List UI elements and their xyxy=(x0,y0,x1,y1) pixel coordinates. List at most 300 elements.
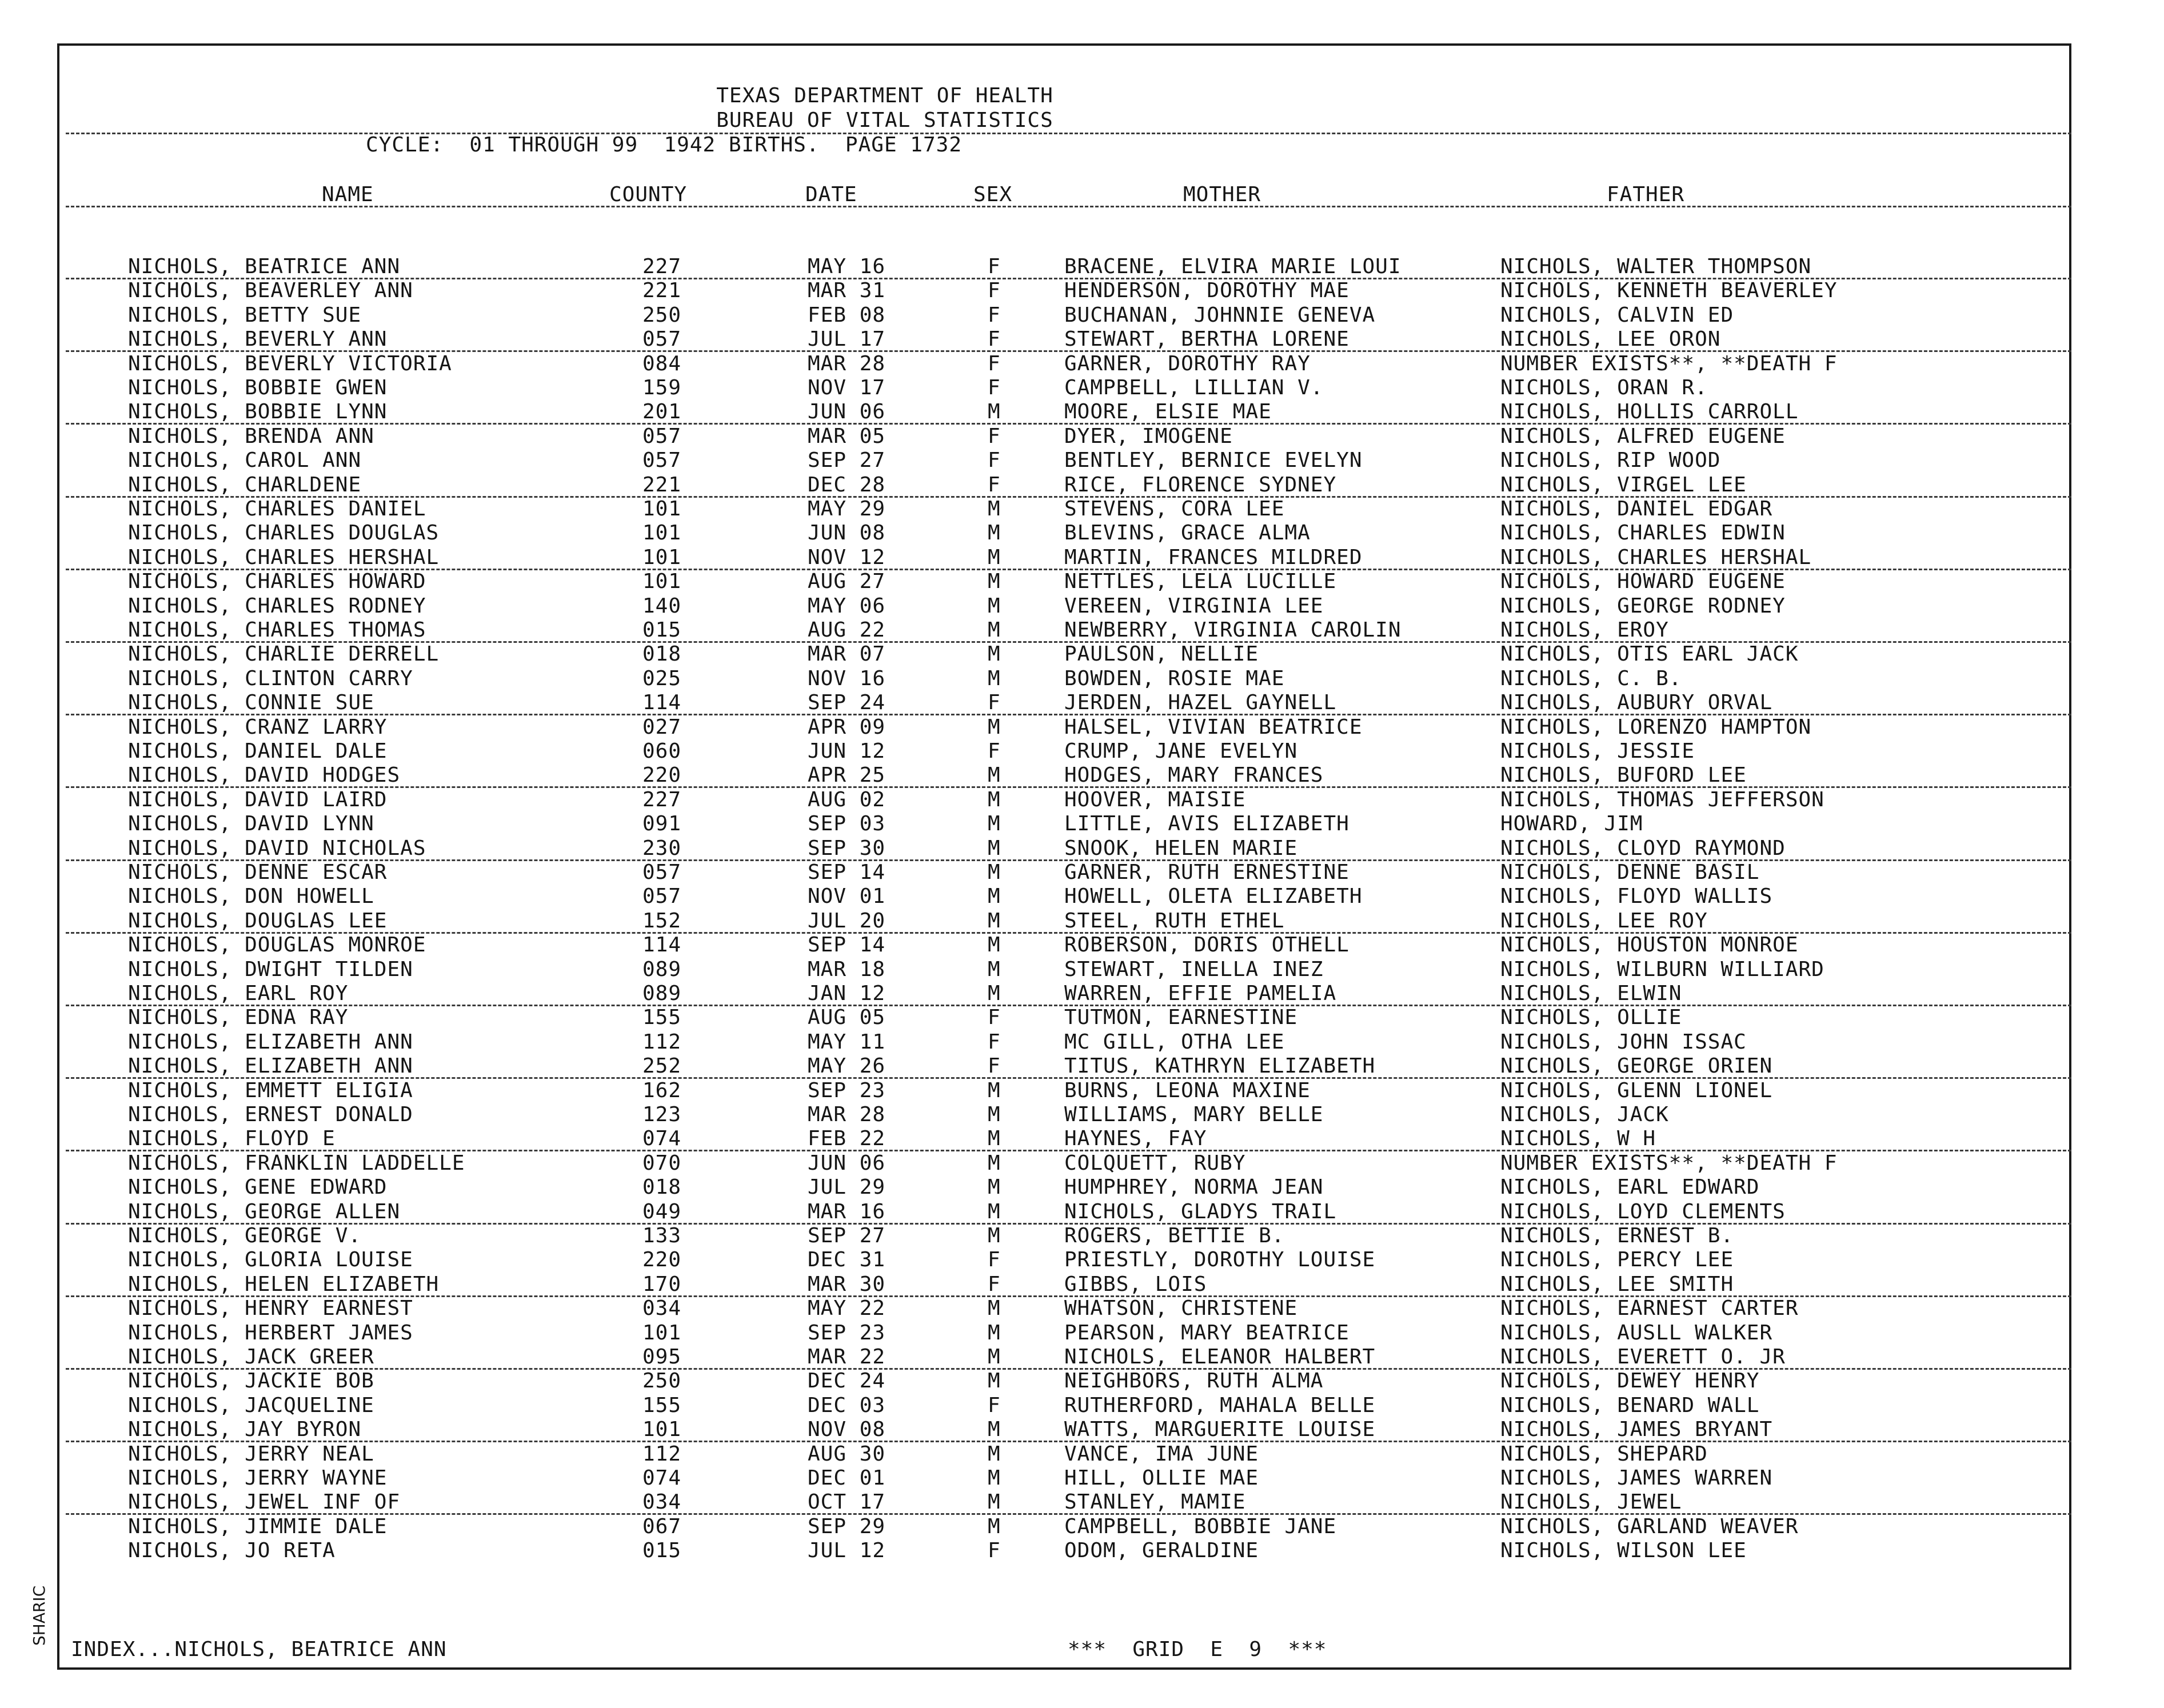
cell-date: DEC 24 xyxy=(808,1369,886,1393)
cell-county: 133 xyxy=(642,1224,682,1247)
cell-date: JUN 06 xyxy=(808,400,886,424)
cell-father: NICHOLS, HOUSTON MONROE xyxy=(1500,933,1799,957)
cell-mother: ROBERSON, DORIS OTHELL xyxy=(1064,933,1349,957)
cell-father: NICHOLS, JACK xyxy=(1500,1103,1669,1126)
cell-father: NICHOLS, WILSON LEE xyxy=(1500,1539,1747,1563)
cell-mother: RUTHERFORD, MAHALA BELLE xyxy=(1064,1393,1376,1417)
cell-sex: F xyxy=(988,255,1001,278)
cell-mother: BUCHANAN, JOHNNIE GENEVA xyxy=(1064,303,1376,327)
cell-county: 101 xyxy=(642,1321,682,1345)
cell-name: NICHOLS, GEORGE V. xyxy=(128,1224,362,1247)
cell-mother: WILLIAMS, MARY BELLE xyxy=(1064,1103,1324,1126)
cell-county: 227 xyxy=(642,255,682,278)
cell-father: NICHOLS, LEE ROY xyxy=(1500,909,1708,933)
col-header-father: FATHER xyxy=(1607,183,1685,206)
cell-sex: M xyxy=(988,1321,1001,1345)
cell-sex: M xyxy=(988,909,1001,933)
cell-date: SEP 23 xyxy=(808,1321,886,1345)
cell-mother: WHATSON, CHRISTENE xyxy=(1064,1297,1298,1321)
cell-county: 220 xyxy=(642,1248,682,1272)
cell-name: NICHOLS, GLORIA LOUISE xyxy=(128,1248,413,1272)
cell-name: NICHOLS, HELEN ELIZABETH xyxy=(128,1272,440,1296)
cell-sex: M xyxy=(988,982,1001,1005)
cell-county: 170 xyxy=(642,1272,682,1296)
cell-date: MAY 11 xyxy=(808,1030,886,1054)
cell-name: NICHOLS, BEVERLY ANN xyxy=(128,327,388,351)
cell-mother: HOWELL, OLETA ELIZABETH xyxy=(1064,885,1363,909)
cell-name: NICHOLS, DAVID LYNN xyxy=(128,812,374,836)
cell-name: NICHOLS, JEWEL INF OF xyxy=(128,1490,401,1514)
cell-date: JAN 12 xyxy=(808,982,886,1005)
cell-sex: M xyxy=(988,1442,1001,1466)
cell-date: MAY 29 xyxy=(808,497,886,521)
cell-county: 095 xyxy=(642,1345,682,1369)
cell-date: MAY 16 xyxy=(808,255,886,278)
cell-county: 057 xyxy=(642,327,682,351)
cell-mother: GIBBS, LOIS xyxy=(1064,1272,1207,1296)
cell-mother: MC GILL, OTHA LEE xyxy=(1064,1030,1285,1054)
cell-mother: TITUS, KATHRYN ELIZABETH xyxy=(1064,1054,1376,1078)
cell-father: NUMBER EXISTS**, **DEATH F xyxy=(1500,1151,1838,1175)
cell-date: MAR 28 xyxy=(808,351,886,375)
cell-father: NICHOLS, BUFORD LEE xyxy=(1500,763,1747,787)
cell-father: NICHOLS, DANIEL EDGAR xyxy=(1500,497,1773,521)
cell-sex: M xyxy=(988,570,1001,594)
cell-county: 101 xyxy=(642,545,682,569)
cell-county: 152 xyxy=(642,909,682,933)
cell-sex: M xyxy=(988,1297,1001,1321)
cell-mother: NETTLES, LELA LUCILLE xyxy=(1064,570,1337,594)
cell-county: 034 xyxy=(642,1297,682,1321)
cell-mother: STEWART, INELLA INEZ xyxy=(1064,957,1324,981)
cell-date: DEC 01 xyxy=(808,1466,886,1490)
cell-date: AUG 05 xyxy=(808,1006,886,1030)
cell-date: MAY 22 xyxy=(808,1297,886,1321)
cell-father: NICHOLS, JAMES BRYANT xyxy=(1500,1418,1773,1442)
cell-mother: BOWDEN, ROSIE MAE xyxy=(1064,666,1285,690)
cell-county: 091 xyxy=(642,812,682,836)
cell-sex: M xyxy=(988,861,1001,884)
cell-father: NICHOLS, EARL EDWARD xyxy=(1500,1175,1760,1199)
cell-father: NICHOLS, WILBURN WILLIARD xyxy=(1500,957,1824,981)
cell-father: NICHOLS, EROY xyxy=(1500,618,1669,642)
cell-mother: TUTMON, EARNESTINE xyxy=(1064,1006,1298,1030)
cell-name: NICHOLS, JACK GREER xyxy=(128,1345,374,1369)
cell-name: NICHOLS, BOBBIE LYNN xyxy=(128,400,388,424)
cell-mother: CRUMP, JANE EVELYN xyxy=(1064,739,1298,763)
cell-name: NICHOLS, DAVID LAIRD xyxy=(128,787,388,811)
cell-mother: HUMPHREY, NORMA JEAN xyxy=(1064,1175,1324,1199)
cell-name: NICHOLS, DWIGHT TILDEN xyxy=(128,957,413,981)
cell-county: 084 xyxy=(642,351,682,375)
cell-name: NICHOLS, CHARLES DOUGLAS xyxy=(128,521,440,545)
cell-county: 027 xyxy=(642,715,682,739)
cell-mother: MOORE, ELSIE MAE xyxy=(1064,400,1272,424)
cell-father: NICHOLS, EARNEST CARTER xyxy=(1500,1297,1799,1321)
cell-date: JUL 12 xyxy=(808,1539,886,1563)
cell-father: NUMBER EXISTS**, **DEATH F xyxy=(1500,351,1838,375)
cell-name: NICHOLS, CHARLIE DERRELL xyxy=(128,642,440,666)
cell-sex: M xyxy=(988,1466,1001,1490)
cell-mother: CAMPBELL, BOBBIE JANE xyxy=(1064,1514,1337,1538)
cell-mother: BRACENE, ELVIRA MARIE LOUI xyxy=(1064,255,1402,278)
cell-county: 074 xyxy=(642,1127,682,1151)
cell-father: NICHOLS, GEORGE RODNEY xyxy=(1500,594,1786,618)
cell-mother: PAULSON, NELLIE xyxy=(1064,642,1259,666)
cell-date: NOV 17 xyxy=(808,376,886,399)
cell-father: NICHOLS, LORENZO HAMPTON xyxy=(1500,715,1812,739)
cell-sex: M xyxy=(988,497,1001,521)
cell-mother: WATTS, MARGUERITE LOUISE xyxy=(1064,1418,1376,1442)
cell-mother: NEWBERRY, VIRGINIA CAROLIN xyxy=(1064,618,1402,642)
cell-father: NICHOLS, KENNETH BEAVERLEY xyxy=(1500,279,1838,303)
cell-county: 070 xyxy=(642,1151,682,1175)
cell-sex: F xyxy=(988,303,1001,327)
cell-father: NICHOLS, JEWEL xyxy=(1500,1490,1682,1514)
cell-name: NICHOLS, DOUGLAS MONROE xyxy=(128,933,426,957)
cell-father: NICHOLS, EVERETT O. JR xyxy=(1500,1345,1786,1369)
cell-father: NICHOLS, ALFRED EUGENE xyxy=(1500,424,1786,448)
cell-sex: M xyxy=(988,1078,1001,1102)
cell-date: JUN 08 xyxy=(808,521,886,545)
cell-mother: JERDEN, HAZEL GAYNELL xyxy=(1064,691,1337,715)
cell-mother: GARNER, DOROTHY RAY xyxy=(1064,351,1311,375)
cell-father: NICHOLS, FLOYD WALLIS xyxy=(1500,885,1773,909)
cell-county: 252 xyxy=(642,1054,682,1078)
cell-father: NICHOLS, CALVIN ED xyxy=(1500,303,1734,327)
cell-sex: M xyxy=(988,885,1001,909)
cell-name: NICHOLS, JACQUELINE xyxy=(128,1393,374,1417)
cell-date: MAR 05 xyxy=(808,424,886,448)
cell-name: NICHOLS, DAVID NICHOLAS xyxy=(128,836,426,860)
cell-date: MAY 06 xyxy=(808,594,886,618)
cell-father: NICHOLS, RIP WOOD xyxy=(1500,449,1721,473)
cell-county: 049 xyxy=(642,1199,682,1223)
cell-sex: F xyxy=(988,739,1001,763)
cell-sex: M xyxy=(988,836,1001,860)
cell-date: SEP 27 xyxy=(808,449,886,473)
cell-father: NICHOLS, W H xyxy=(1500,1127,1656,1151)
cell-father: NICHOLS, C. B. xyxy=(1500,666,1682,690)
cell-mother: LITTLE, AVIS ELIZABETH xyxy=(1064,812,1349,836)
header-cycle: CYCLE: 01 THROUGH 99 1942 BIRTHS. PAGE 1732 xyxy=(366,133,962,157)
cell-date: MAR 16 xyxy=(808,1199,886,1223)
cell-father: NICHOLS, AUSLL WALKER xyxy=(1500,1321,1773,1345)
cell-date: FEB 22 xyxy=(808,1127,886,1151)
header-department: TEXAS DEPARTMENT OF HEALTH xyxy=(716,84,1053,107)
cell-mother: SNOOK, HELEN MARIE xyxy=(1064,836,1298,860)
cell-mother: HOOVER, MAISIE xyxy=(1064,787,1246,811)
cell-date: MAR 22 xyxy=(808,1345,886,1369)
cell-county: 220 xyxy=(642,763,682,787)
cell-county: 060 xyxy=(642,739,682,763)
cell-sex: M xyxy=(988,1490,1001,1514)
cell-name: NICHOLS, DOUGLAS LEE xyxy=(128,909,388,933)
cell-date: SEP 30 xyxy=(808,836,886,860)
cell-name: NICHOLS, HERBERT JAMES xyxy=(128,1321,413,1345)
cell-sex: F xyxy=(988,1054,1001,1078)
cell-father: NICHOLS, BENARD WALL xyxy=(1500,1393,1760,1417)
cell-name: NICHOLS, JIMMIE DALE xyxy=(128,1514,388,1538)
cell-sex: F xyxy=(988,691,1001,715)
col-header-county: COUNTY xyxy=(609,183,688,206)
cell-name: NICHOLS, CHARLES THOMAS xyxy=(128,618,426,642)
cell-county: 112 xyxy=(642,1442,682,1466)
cell-name: NICHOLS, HENRY EARNEST xyxy=(128,1297,413,1321)
cell-mother: VANCE, IMA JUNE xyxy=(1064,1442,1259,1466)
cell-sex: F xyxy=(988,1393,1001,1417)
cell-name: NICHOLS, BEVERLY VICTORIA xyxy=(128,351,452,375)
col-header-date: DATE xyxy=(805,183,857,206)
cell-mother: HENDERSON, DOROTHY MAE xyxy=(1064,279,1349,303)
cell-sex: F xyxy=(988,1006,1001,1030)
cell-mother: RICE, FLORENCE SYDNEY xyxy=(1064,473,1337,497)
cell-county: 155 xyxy=(642,1006,682,1030)
cell-name: NICHOLS, CHARLES HOWARD xyxy=(128,570,426,594)
cell-county: 057 xyxy=(642,885,682,909)
cell-date: NOV 12 xyxy=(808,545,886,569)
cell-name: NICHOLS, ELIZABETH ANN xyxy=(128,1030,413,1054)
cell-mother: DYER, IMOGENE xyxy=(1064,424,1233,448)
header-bureau: BUREAU OF VITAL STATISTICS xyxy=(716,109,1053,132)
cell-sex: M xyxy=(988,812,1001,836)
cell-father: NICHOLS, OLLIE xyxy=(1500,1006,1682,1030)
cell-father: NICHOLS, GEORGE ORIEN xyxy=(1500,1054,1773,1078)
cell-date: DEC 31 xyxy=(808,1248,886,1272)
cell-sex: M xyxy=(988,1418,1001,1442)
cell-date: AUG 27 xyxy=(808,570,886,594)
cell-date: SEP 29 xyxy=(808,1514,886,1538)
cell-name: NICHOLS, CRANZ LARRY xyxy=(128,715,388,739)
cell-name: NICHOLS, FLOYD E xyxy=(128,1127,336,1151)
cell-name: NICHOLS, ERNEST DONALD xyxy=(128,1103,413,1126)
cell-name: NICHOLS, CHARLES DANIEL xyxy=(128,497,426,521)
cell-date: MAR 30 xyxy=(808,1272,886,1296)
cell-county: 250 xyxy=(642,1369,682,1393)
cell-date: SEP 14 xyxy=(808,861,886,884)
cell-county: 114 xyxy=(642,691,682,715)
col-header-name: NAME xyxy=(322,183,374,206)
cell-mother: PEARSON, MARY BEATRICE xyxy=(1064,1321,1349,1345)
cell-mother: BLEVINS, GRACE ALMA xyxy=(1064,521,1311,545)
cell-name: NICHOLS, CHARLES HERSHAL xyxy=(128,545,440,569)
cell-name: NICHOLS, BOBBIE GWEN xyxy=(128,376,388,399)
cell-sex: M xyxy=(988,933,1001,957)
cell-name: NICHOLS, GENE EDWARD xyxy=(128,1175,388,1199)
cell-sex: M xyxy=(988,1151,1001,1175)
cell-mother: STEWART, BERTHA LORENE xyxy=(1064,327,1349,351)
cell-sex: M xyxy=(988,1345,1001,1369)
cell-date: JUN 12 xyxy=(808,739,886,763)
cell-father: NICHOLS, JOHN ISSAC xyxy=(1500,1030,1747,1054)
cell-name: NICHOLS, CONNIE SUE xyxy=(128,691,374,715)
cell-father: NICHOLS, CLOYD RAYMOND xyxy=(1500,836,1786,860)
cell-date: JUL 17 xyxy=(808,327,886,351)
cell-sex: M xyxy=(988,1127,1001,1151)
cell-father: NICHOLS, CHARLES EDWIN xyxy=(1500,521,1786,545)
cell-father: NICHOLS, HOWARD EUGENE xyxy=(1500,570,1786,594)
cell-sex: M xyxy=(988,957,1001,981)
cell-date: FEB 08 xyxy=(808,303,886,327)
cell-county: 057 xyxy=(642,424,682,448)
cell-name: NICHOLS, DAVID HODGES xyxy=(128,763,401,787)
footer-grid: *** GRID E 9 *** xyxy=(1068,1638,1327,1661)
cell-mother: ROGERS, BETTIE B. xyxy=(1064,1224,1285,1247)
cell-county: 089 xyxy=(642,957,682,981)
cell-father: NICHOLS, HOLLIS CARROLL xyxy=(1500,400,1799,424)
cell-date: MAY 26 xyxy=(808,1054,886,1078)
cell-mother: NICHOLS, GLADYS TRAIL xyxy=(1064,1199,1337,1223)
cell-sex: M xyxy=(988,763,1001,787)
cell-father: NICHOLS, LEE SMITH xyxy=(1500,1272,1734,1296)
cell-mother: ODOM, GERALDINE xyxy=(1064,1539,1259,1563)
cell-date: JUL 20 xyxy=(808,909,886,933)
cell-county: 114 xyxy=(642,933,682,957)
cell-father: NICHOLS, THOMAS JEFFERSON xyxy=(1500,787,1824,811)
cell-mother: STEEL, RUTH ETHEL xyxy=(1064,909,1285,933)
cell-father: NICHOLS, GLENN LIONEL xyxy=(1500,1078,1773,1102)
cell-date: AUG 30 xyxy=(808,1442,886,1466)
cell-name: NICHOLS, CHARLES RODNEY xyxy=(128,594,426,618)
col-header-mother: MOTHER xyxy=(1183,183,1261,206)
cell-county: 140 xyxy=(642,594,682,618)
cell-father: NICHOLS, VIRGEL LEE xyxy=(1500,473,1747,497)
cell-county: 018 xyxy=(642,642,682,666)
cell-mother: WARREN, EFFIE PAMELIA xyxy=(1064,982,1337,1005)
cell-father: NICHOLS, GARLAND WEAVER xyxy=(1500,1514,1799,1538)
cell-mother: HAYNES, FAY xyxy=(1064,1127,1207,1151)
cell-name: NICHOLS, JAY BYRON xyxy=(128,1418,362,1442)
cell-sex: M xyxy=(988,1224,1001,1247)
cell-date: JUN 06 xyxy=(808,1151,886,1175)
cell-date: MAR 31 xyxy=(808,279,886,303)
cell-county: 067 xyxy=(642,1514,682,1538)
cell-sex: M xyxy=(988,521,1001,545)
cell-county: 015 xyxy=(642,1539,682,1563)
cell-name: NICHOLS, DON HOWELL xyxy=(128,885,374,909)
cell-mother: BURNS, LEONA MAXINE xyxy=(1064,1078,1311,1102)
cell-county: 227 xyxy=(642,787,682,811)
cell-county: 201 xyxy=(642,400,682,424)
cell-county: 101 xyxy=(642,497,682,521)
cell-name: NICHOLS, BEAVERLEY ANN xyxy=(128,279,413,303)
cell-father: NICHOLS, AUBURY ORVAL xyxy=(1500,691,1773,715)
cell-mother: CAMPBELL, LILLIAN V. xyxy=(1064,376,1324,399)
cell-county: 162 xyxy=(642,1078,682,1102)
cell-name: NICHOLS, BRENDA ANN xyxy=(128,424,374,448)
cell-county: 159 xyxy=(642,376,682,399)
cell-father: NICHOLS, PERCY LEE xyxy=(1500,1248,1734,1272)
cell-date: APR 25 xyxy=(808,763,886,787)
cell-county: 101 xyxy=(642,521,682,545)
cell-county: 074 xyxy=(642,1466,682,1490)
cell-sex: F xyxy=(988,279,1001,303)
cell-date: MAR 28 xyxy=(808,1103,886,1126)
cell-date: NOV 01 xyxy=(808,885,886,909)
cell-father: NICHOLS, JAMES WARREN xyxy=(1500,1466,1773,1490)
cell-sex: M xyxy=(988,666,1001,690)
col-header-sex: SEX xyxy=(973,183,1013,206)
cell-mother: STEVENS, CORA LEE xyxy=(1064,497,1285,521)
cell-father: NICHOLS, DENNE BASIL xyxy=(1500,861,1760,884)
cell-father: NICHOLS, ERNEST B. xyxy=(1500,1224,1734,1247)
cell-sex: F xyxy=(988,449,1001,473)
cell-sex: F xyxy=(988,424,1001,448)
cell-mother: HILL, OLLIE MAE xyxy=(1064,1466,1259,1490)
cell-father: NICHOLS, SHEPARD xyxy=(1500,1442,1708,1466)
cell-name: NICHOLS, CAROL ANN xyxy=(128,449,362,473)
cell-father: NICHOLS, DEWEY HENRY xyxy=(1500,1369,1760,1393)
cell-name: NICHOLS, BEATRICE ANN xyxy=(128,255,401,278)
cell-sex: M xyxy=(988,594,1001,618)
cell-sex: M xyxy=(988,1369,1001,1393)
cell-date: SEP 24 xyxy=(808,691,886,715)
cell-date: NOV 08 xyxy=(808,1418,886,1442)
cell-sex: F xyxy=(988,376,1001,399)
cell-father: HOWARD, JIM xyxy=(1500,812,1643,836)
cell-county: 112 xyxy=(642,1030,682,1054)
cell-date: AUG 02 xyxy=(808,787,886,811)
side-label: SHARIC xyxy=(30,1585,49,1646)
cell-name: NICHOLS, EDNA RAY xyxy=(128,1006,349,1030)
cell-sex: F xyxy=(988,1248,1001,1272)
cell-sex: M xyxy=(988,1175,1001,1199)
cell-sex: F xyxy=(988,351,1001,375)
cell-county: 057 xyxy=(642,449,682,473)
cell-mother: PRIESTLY, DOROTHY LOUISE xyxy=(1064,1248,1376,1272)
cell-father: NICHOLS, CHARLES HERSHAL xyxy=(1500,545,1812,569)
cell-father: NICHOLS, LEE ORON xyxy=(1500,327,1721,351)
cell-date: APR 09 xyxy=(808,715,886,739)
cell-sex: M xyxy=(988,1199,1001,1223)
cell-name: NICHOLS, GEORGE ALLEN xyxy=(128,1199,401,1223)
cell-date: JUL 29 xyxy=(808,1175,886,1199)
cell-county: 089 xyxy=(642,982,682,1005)
cell-sex: M xyxy=(988,618,1001,642)
cell-mother: STANLEY, MAMIE xyxy=(1064,1490,1246,1514)
cell-sex: M xyxy=(988,400,1001,424)
cell-name: NICHOLS, EARL ROY xyxy=(128,982,349,1005)
cell-father: NICHOLS, WALTER THOMPSON xyxy=(1500,255,1812,278)
cell-mother: HALSEL, VIVIAN BEATRICE xyxy=(1064,715,1363,739)
cell-date: SEP 27 xyxy=(808,1224,886,1247)
cell-county: 015 xyxy=(642,618,682,642)
cell-date: AUG 22 xyxy=(808,618,886,642)
cell-date: MAR 18 xyxy=(808,957,886,981)
cell-date: DEC 28 xyxy=(808,473,886,497)
cell-father: NICHOLS, ORAN R. xyxy=(1500,376,1708,399)
cell-county: 101 xyxy=(642,570,682,594)
cell-name: NICHOLS, JACKIE BOB xyxy=(128,1369,374,1393)
cell-name: NICHOLS, FRANKLIN LADDELLE xyxy=(128,1151,465,1175)
cell-sex: M xyxy=(988,1103,1001,1126)
column-header-rule xyxy=(66,206,2071,207)
cell-sex: F xyxy=(988,1030,1001,1054)
cell-name: NICHOLS, DANIEL DALE xyxy=(128,739,388,763)
cell-date: SEP 23 xyxy=(808,1078,886,1102)
cell-county: 221 xyxy=(642,473,682,497)
cell-sex: M xyxy=(988,1514,1001,1538)
cell-father: NICHOLS, LOYD CLEMENTS xyxy=(1500,1199,1786,1223)
cell-name: NICHOLS, CLINTON CARRY xyxy=(128,666,413,690)
cell-date: OCT 17 xyxy=(808,1490,886,1514)
cell-name: NICHOLS, DENNE ESCAR xyxy=(128,861,388,884)
cell-date: MAR 07 xyxy=(808,642,886,666)
cell-mother: GARNER, RUTH ERNESTINE xyxy=(1064,861,1349,884)
cell-sex: F xyxy=(988,1272,1001,1296)
cell-county: 025 xyxy=(642,666,682,690)
cell-county: 057 xyxy=(642,861,682,884)
